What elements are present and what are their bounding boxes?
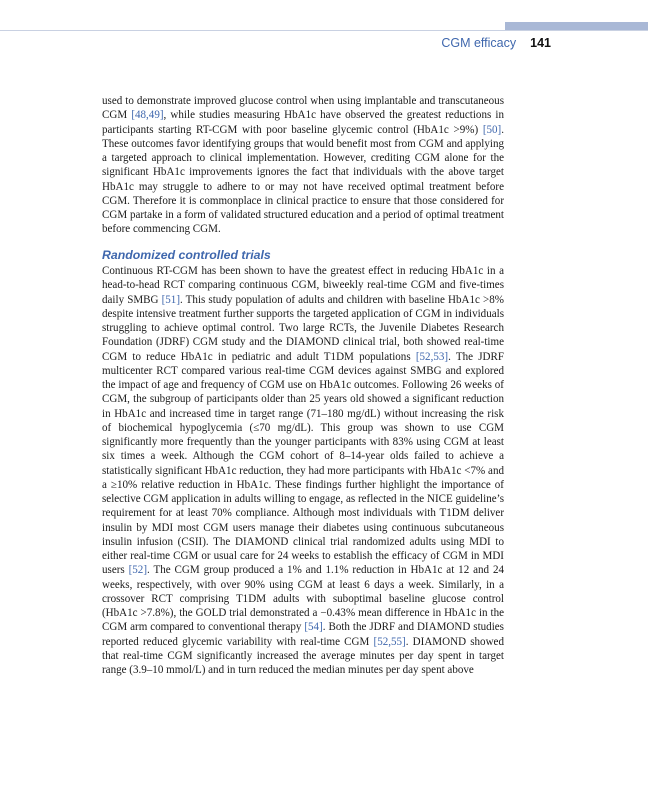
running-title: CGM efficacy <box>441 36 517 50</box>
citation-link[interactable]: [52] <box>128 564 148 577</box>
paragraph-intro: used to demonstrate improved glucose control when using implantable and transcutaneous CGM [48,49], while studies measuring HbA1c have observed the greatest reductions in participants starting RT-CGM with poor baseline glycemic control (HbA1c >9%) [50]. These outcomes favor identifying groups that would benefit most from CGM and applying a targeted approach to clinical implementation. However, crediting CGM alone for the significant HbA1c improvements ignores the fact that individuals with the above target HbA1c may struggle to adhere to or may not have received optimal treatment before CGM. Therefore it is commonplace in clinical practice to ensure that those considered for CGM partake in a form of validated structured education and a period of optimal treatment before commencing CGM. <box>102 95 504 236</box>
header-rule <box>0 30 648 31</box>
section-heading: Randomized controlled trials <box>102 248 271 262</box>
paragraph-rct: Continuous RT-CGM has been shown to have the greatest effect in reducing HbA1c in a head-to-head RCT comparing continuous CGM, biweekly real-time CGM and five-times daily SMBG [51]. This study population of adults and children with baseline HbA1c >8% despite intensive treatment further supports the targeted application of CGM in individuals struggling to achieve optimal control. Two large RCTs, the Juvenile Diabetes Research Foundation (JDRF) CGM study and the DIAMOND clinical trial, both showed real-time CGM to reduce HbA1c in pediatric and adult T1DM populations [52,53]. The JDRF multicenter RCT compared various real-time CGM devices against SMBG and explored the impact of age and frequency of CGM use on HbA1c outcomes. Following 26 weeks of CGM, the subgroup of participants older than 25 years old showed a significant reduction in HbA1c and increased time in target range (71–180 mg/dL) without increasing the risk of biochemical hypoglycemia (≤70 mg/dL). This group was shown to use CGM significantly more frequently than the younger participants with 83% using CGM at least six times a week. Although the CGM cohort of 8–14-year olds failed to achieve a statistically significant HbA1c reduction, they had more participants with HbA1c <7% and a ≥10% relative reduction in HbA1c. These findings further highlight the importance of selective CGM application in adults willing to engage, as reflected in the NICE guideline’s requirement for at least 70% compliance. Although most individuals with T1DM deliver insulin by MDI most CGM users manage their diabetes using continuous subcutaneous insulin infusion (CSII). The DIAMOND clinical trial randomized adults using MDI to either real-time CGM or usual care for 24 weeks to establish the efficacy of CGM in MDI users [52]. The CGM group produced a 1% and 1.1% reduction in HbA1c at 12 and 24 weeks, respectively, with over 90% using CGM at least 6 days a week. Similarly, in a crossover RCT comprising T1DM adults with suboptimal baseline glucose control (HbA1c >7.8%), the GOLD trial demonstrated a −0.43% mean difference in HbA1c in the CGM arm compared to conventional therapy [54]. Both the JDRF and DIAMOND studies reported reduced glycemic variability with real-time CGM [52,55]. DIAMOND showed that real-time CGM significantly increased the average minutes per day spent in target range (3.9–10 mmol/L) and in turn reduced the median minutes per day spent above <box>102 265 505 676</box>
running-header <box>0 36 551 51</box>
page-number: 141 <box>530 36 551 50</box>
citation-link[interactable]: [54] <box>304 621 323 634</box>
citation-link[interactable]: [50] <box>482 123 502 136</box>
citation-link[interactable]: [51] <box>161 293 181 306</box>
citation-link[interactable]: [52,53] <box>415 350 449 363</box>
citation-link[interactable]: [52,55] <box>373 635 406 648</box>
citation-link[interactable]: [48,49] <box>131 109 164 122</box>
